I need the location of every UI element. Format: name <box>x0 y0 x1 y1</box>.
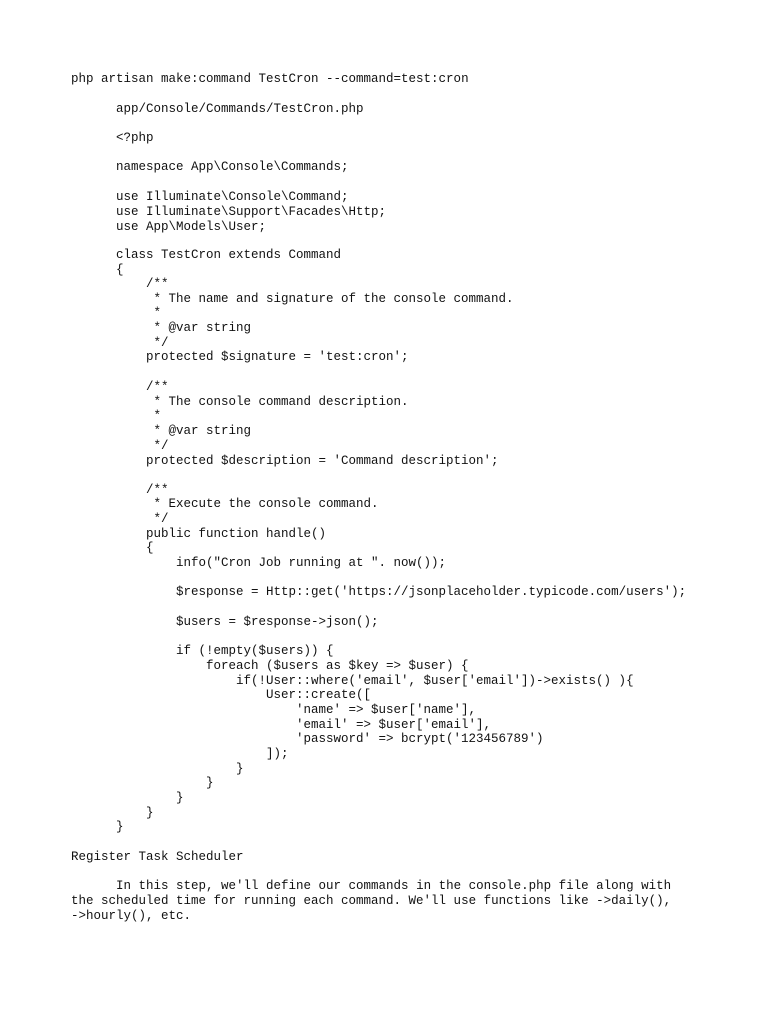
code-line: */ <box>146 439 169 453</box>
code-line: ]); <box>266 747 289 761</box>
artisan-command: php artisan make:command TestCron --command=test:cron <box>71 72 469 86</box>
section-heading: Register Task Scheduler <box>71 850 244 864</box>
code-line: */ <box>146 512 169 526</box>
code-line: use Illuminate\Support\Facades\Http; <box>116 205 387 219</box>
code-line: { <box>146 541 154 555</box>
code-line: $users = $response->json(); <box>176 615 379 629</box>
code-line: * The console command description. <box>146 395 409 409</box>
code-line: * @var string <box>146 321 252 335</box>
code-line: { <box>116 263 124 277</box>
file-path: app/Console/Commands/TestCron.php <box>116 102 364 116</box>
code-line: use App\Models\User; <box>116 220 267 234</box>
code-line: use Illuminate\Console\Command; <box>116 190 349 204</box>
code-line: public function handle() <box>146 527 327 541</box>
code-line: } <box>206 776 214 790</box>
code-line: User::create([ <box>266 688 372 702</box>
code-line: info("Cron Job running at ". now()); <box>176 556 447 570</box>
code-line: <?php <box>116 131 154 145</box>
code-line: if (!empty($users)) { <box>176 644 334 658</box>
code-line: protected $description = 'Command description'; <box>146 454 499 468</box>
code-line: /** <box>146 483 169 497</box>
code-line: * <box>146 409 162 423</box>
code-line: /** <box>146 380 169 394</box>
code-line: namespace App\Console\Commands; <box>116 160 349 174</box>
code-line: 'password' => bcrypt('123456789') <box>296 732 544 746</box>
code-line: 'email' => $user['email'], <box>296 718 492 732</box>
code-line: foreach ($users as $key => $user) { <box>206 659 469 673</box>
code-line: /** <box>146 277 169 291</box>
code-line: */ <box>146 336 169 350</box>
code-line: * @var string <box>146 424 252 438</box>
code-line: if(!User::where('email', $user['email'])->exists() ){ <box>236 674 634 688</box>
body-paragraph: In this step, we'll define our commands in the console.php file along with the scheduled time for running each command. We'll use functions like ->daily(), ->hourly(), etc. <box>71 879 679 923</box>
code-line: } <box>176 791 184 805</box>
code-line: * <box>146 306 162 320</box>
code-line: class TestCron extends Command <box>116 248 342 262</box>
code-line: } <box>116 820 124 834</box>
code-line: 'name' => $user['name'], <box>296 703 477 717</box>
code-line: protected $signature = 'test:cron'; <box>146 350 409 364</box>
code-line: $response = Http::get('https://jsonplaceholder.typicode.com/users'); <box>176 585 687 599</box>
code-line: * The name and signature of the console command. <box>146 292 514 306</box>
code-line: } <box>236 762 244 776</box>
code-line: * Execute the console command. <box>146 497 379 511</box>
code-line: } <box>146 806 154 820</box>
